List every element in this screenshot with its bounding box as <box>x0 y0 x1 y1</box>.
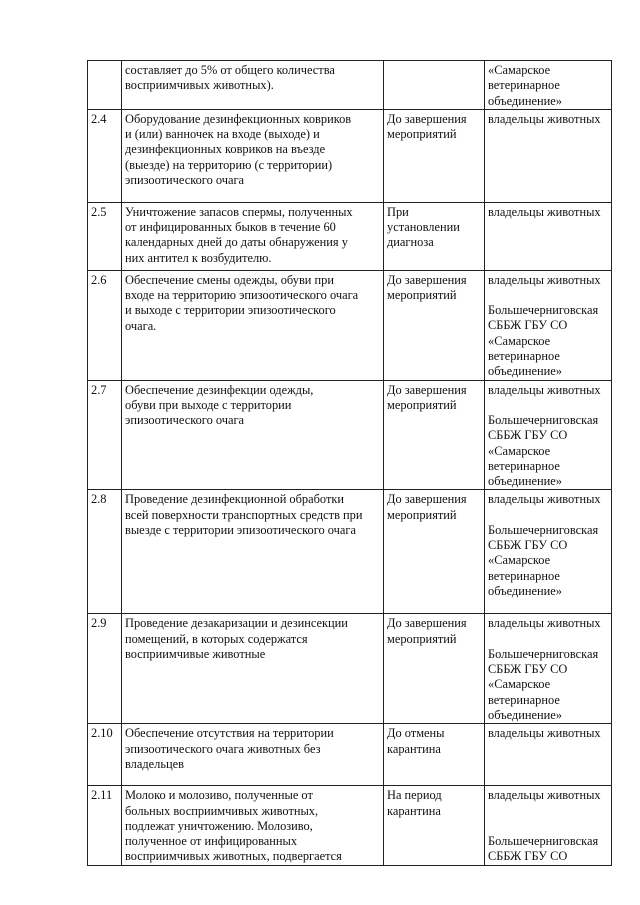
responsible-text-line: владельцы животных <box>488 726 601 741</box>
deadline-text-line: мероприятий <box>387 288 457 303</box>
deadline-text-line: мероприятий <box>387 127 457 142</box>
spacer <box>488 508 608 523</box>
measure-text-line: эпизоотического очага животных без <box>125 741 321 756</box>
responsible-text-line: «Самарское <box>488 677 551 692</box>
measure-description <box>122 786 384 865</box>
responsible-text-line: Большечерниговская <box>488 646 599 661</box>
deadline-text-line: До отмены <box>387 726 445 741</box>
measure-text-line: календарных дней до даты обнаружения у <box>125 235 348 250</box>
responsible-text-line: Большечерниговская <box>488 303 599 318</box>
responsible-parties <box>485 724 612 786</box>
responsible-parties <box>485 270 612 380</box>
row-number <box>88 61 122 110</box>
responsible-text-line: СББЖ ГБУ СО <box>488 662 568 677</box>
table-row <box>88 109 612 202</box>
table-row <box>88 614 612 724</box>
responsible-text-line: владельцы животных <box>488 382 601 397</box>
responsible-text-line: объединение» <box>488 364 562 379</box>
responsible-text-line: объединение» <box>488 707 562 722</box>
measure-text-line: входе на территорию эпизоотического очага <box>125 288 359 303</box>
measure-text-line: Проведение дезинфекционной обработки <box>125 492 345 507</box>
deadline-text-line: При <box>387 204 409 219</box>
measures-table-body <box>88 61 612 866</box>
row-number: 2.10 <box>88 724 122 786</box>
measure-text-line: обуви при выходе с территории <box>125 397 292 412</box>
responsible-text-line: ветеринарное <box>488 349 560 364</box>
measure-text-line: дезинфекционных ковриков на въезде <box>125 142 326 157</box>
measure-deadline <box>384 270 485 380</box>
measure-deadline <box>384 614 485 724</box>
row-number: 2.7 <box>88 380 122 490</box>
measure-description <box>122 202 384 270</box>
deadline-text-line: До завершения <box>387 492 467 507</box>
responsible-text-line: СББЖ ГБУ СО <box>488 318 568 333</box>
measure-text-line: восприимчивые животные <box>125 647 266 662</box>
measure-text-line: восприимчивых животных, подвергается <box>125 849 342 864</box>
measure-description <box>122 614 384 724</box>
deadline-text-line: диагноза <box>387 235 434 250</box>
measure-text-line: Молоко и молозиво, полученные от <box>125 788 313 803</box>
deadline-text-line: До завершения <box>387 616 467 631</box>
measure-text-line: Проведение дезакаризации и дезинсекции <box>125 616 348 631</box>
table-row <box>88 786 612 865</box>
measure-deadline <box>384 786 485 865</box>
responsible-text-line: владельцы животных <box>488 788 601 803</box>
row-number: 2.9 <box>88 614 122 724</box>
responsible-text-line: ветеринарное <box>488 568 560 583</box>
table-row <box>88 380 612 490</box>
measure-text-line: (выезде) на территорию (с территории) <box>125 157 333 172</box>
measure-deadline <box>384 202 485 270</box>
responsible-text-line: объединение» <box>488 583 562 598</box>
measure-deadline <box>384 109 485 202</box>
measure-deadline <box>384 490 485 614</box>
row-number: 2.11 <box>88 786 122 865</box>
responsible-text-line: объединение» <box>488 93 562 108</box>
responsible-text-line: СББЖ ГБУ СО <box>488 538 568 553</box>
measure-text-line: восприимчивых животных). <box>125 78 274 93</box>
responsible-text-line: Большечерниговская <box>488 833 599 848</box>
responsible-text-line: СББЖ ГБУ СО <box>488 848 568 863</box>
deadline-text-line: До завершения <box>387 382 467 397</box>
responsible-parties <box>485 109 612 202</box>
deadline-text-line: На период <box>387 788 442 803</box>
measure-deadline <box>384 380 485 490</box>
measure-text-line: Обеспечение отсутствия на территории <box>125 726 334 741</box>
table-row <box>88 270 612 380</box>
measure-text-line: Оборудование дезинфекционных ковриков <box>125 111 352 126</box>
table-row <box>88 724 612 786</box>
measure-text-line: Обеспечение смены одежды, обуви при <box>125 272 334 287</box>
table-row <box>88 61 612 110</box>
responsible-text-line: владельцы животных <box>488 111 601 126</box>
row-number: 2.6 <box>88 270 122 380</box>
measure-text-line: них антител к возбудителю. <box>125 250 272 265</box>
deadline-text-line: До завершения <box>387 111 467 126</box>
measure-text-line: и (или) ванночек на входе (выходе) и <box>125 127 320 142</box>
responsible-parties <box>485 614 612 724</box>
deadline-text-line: установлении <box>387 220 460 235</box>
measure-text-line: от инфицированных быков в течение 60 <box>125 220 336 235</box>
responsible-parties <box>485 786 612 865</box>
responsible-text-line: владельцы животных <box>488 616 601 631</box>
measure-description <box>122 490 384 614</box>
responsible-text-line: владельцы животных <box>488 492 601 507</box>
row-number: 2.4 <box>88 109 122 202</box>
deadline-text-line: мероприятий <box>387 631 457 646</box>
measure-text-line: составляет до 5% от общего количества <box>125 63 335 77</box>
measure-text-line: подлежат уничтожению. Молозиво, <box>125 818 313 833</box>
spacer <box>488 819 608 834</box>
row-number: 2.5 <box>88 202 122 270</box>
table-row <box>88 490 612 614</box>
measure-text-line: выезде с территории эпизоотического очага <box>125 523 356 538</box>
row-number: 2.8 <box>88 490 122 614</box>
measure-text-line: и выходе с территории эпизоотического <box>125 303 336 318</box>
measure-text-line: помещений, в которых содержатся <box>125 631 308 646</box>
measures-table <box>87 60 612 866</box>
measure-text-line: Обеспечение дезинфекции одежды, <box>125 382 314 397</box>
spacer <box>488 804 608 819</box>
deadline-text-line: мероприятий <box>387 397 457 412</box>
responsible-text-line: «Самарское <box>488 553 551 568</box>
measure-text-line: полученное от инфицированных <box>125 834 298 849</box>
responsible-text-line: «Самарское <box>488 443 551 458</box>
responsible-text-line: владельцы животных <box>488 204 601 219</box>
responsible-text-line: ветеринарное <box>488 458 560 473</box>
responsible-text-line: объединение» <box>488 474 562 489</box>
measure-text-line: очага. <box>125 318 157 333</box>
measure-description <box>122 61 384 110</box>
responsible-parties <box>485 490 612 614</box>
responsible-parties <box>485 380 612 490</box>
responsible-parties <box>485 202 612 270</box>
spacer <box>488 632 608 647</box>
responsible-text-line: ветеринарное <box>488 78 560 93</box>
responsible-text-line: «Самарское <box>488 63 551 77</box>
measure-text-line: владельцев <box>125 756 184 771</box>
measure-text-line: больных восприимчивых животных, <box>125 803 319 818</box>
responsible-text-line: Большечерниговская <box>488 412 599 427</box>
responsible-text-line: владельцы животных <box>488 272 601 287</box>
responsible-text-line: Большечерниговская <box>488 522 599 537</box>
responsible-text-line: «Самарское <box>488 333 551 348</box>
spacer <box>488 288 608 303</box>
deadline-text-line: До завершения <box>387 272 467 287</box>
measure-text-line: всей поверхности транспортных средств при <box>125 507 363 522</box>
measure-text-line: эпизоотического очага <box>125 173 245 188</box>
deadline-text-line: карантина <box>387 803 441 818</box>
responsible-parties <box>485 61 612 110</box>
measure-description <box>122 109 384 202</box>
deadline-text-line: карантина <box>387 741 441 756</box>
measure-deadline <box>384 61 485 110</box>
deadline-text-line: мероприятий <box>387 507 457 522</box>
measure-description <box>122 380 384 490</box>
spacer <box>488 398 608 413</box>
measure-deadline <box>384 724 485 786</box>
measure-text-line: эпизоотического очага <box>125 413 245 428</box>
table-row <box>88 202 612 270</box>
responsible-text-line: ветеринарное <box>488 692 560 707</box>
measure-description <box>122 270 384 380</box>
responsible-text-line: СББЖ ГБУ СО <box>488 428 568 443</box>
measure-text-line: Уничтожение запасов спермы, полученных <box>125 204 353 219</box>
measure-description <box>122 724 384 786</box>
